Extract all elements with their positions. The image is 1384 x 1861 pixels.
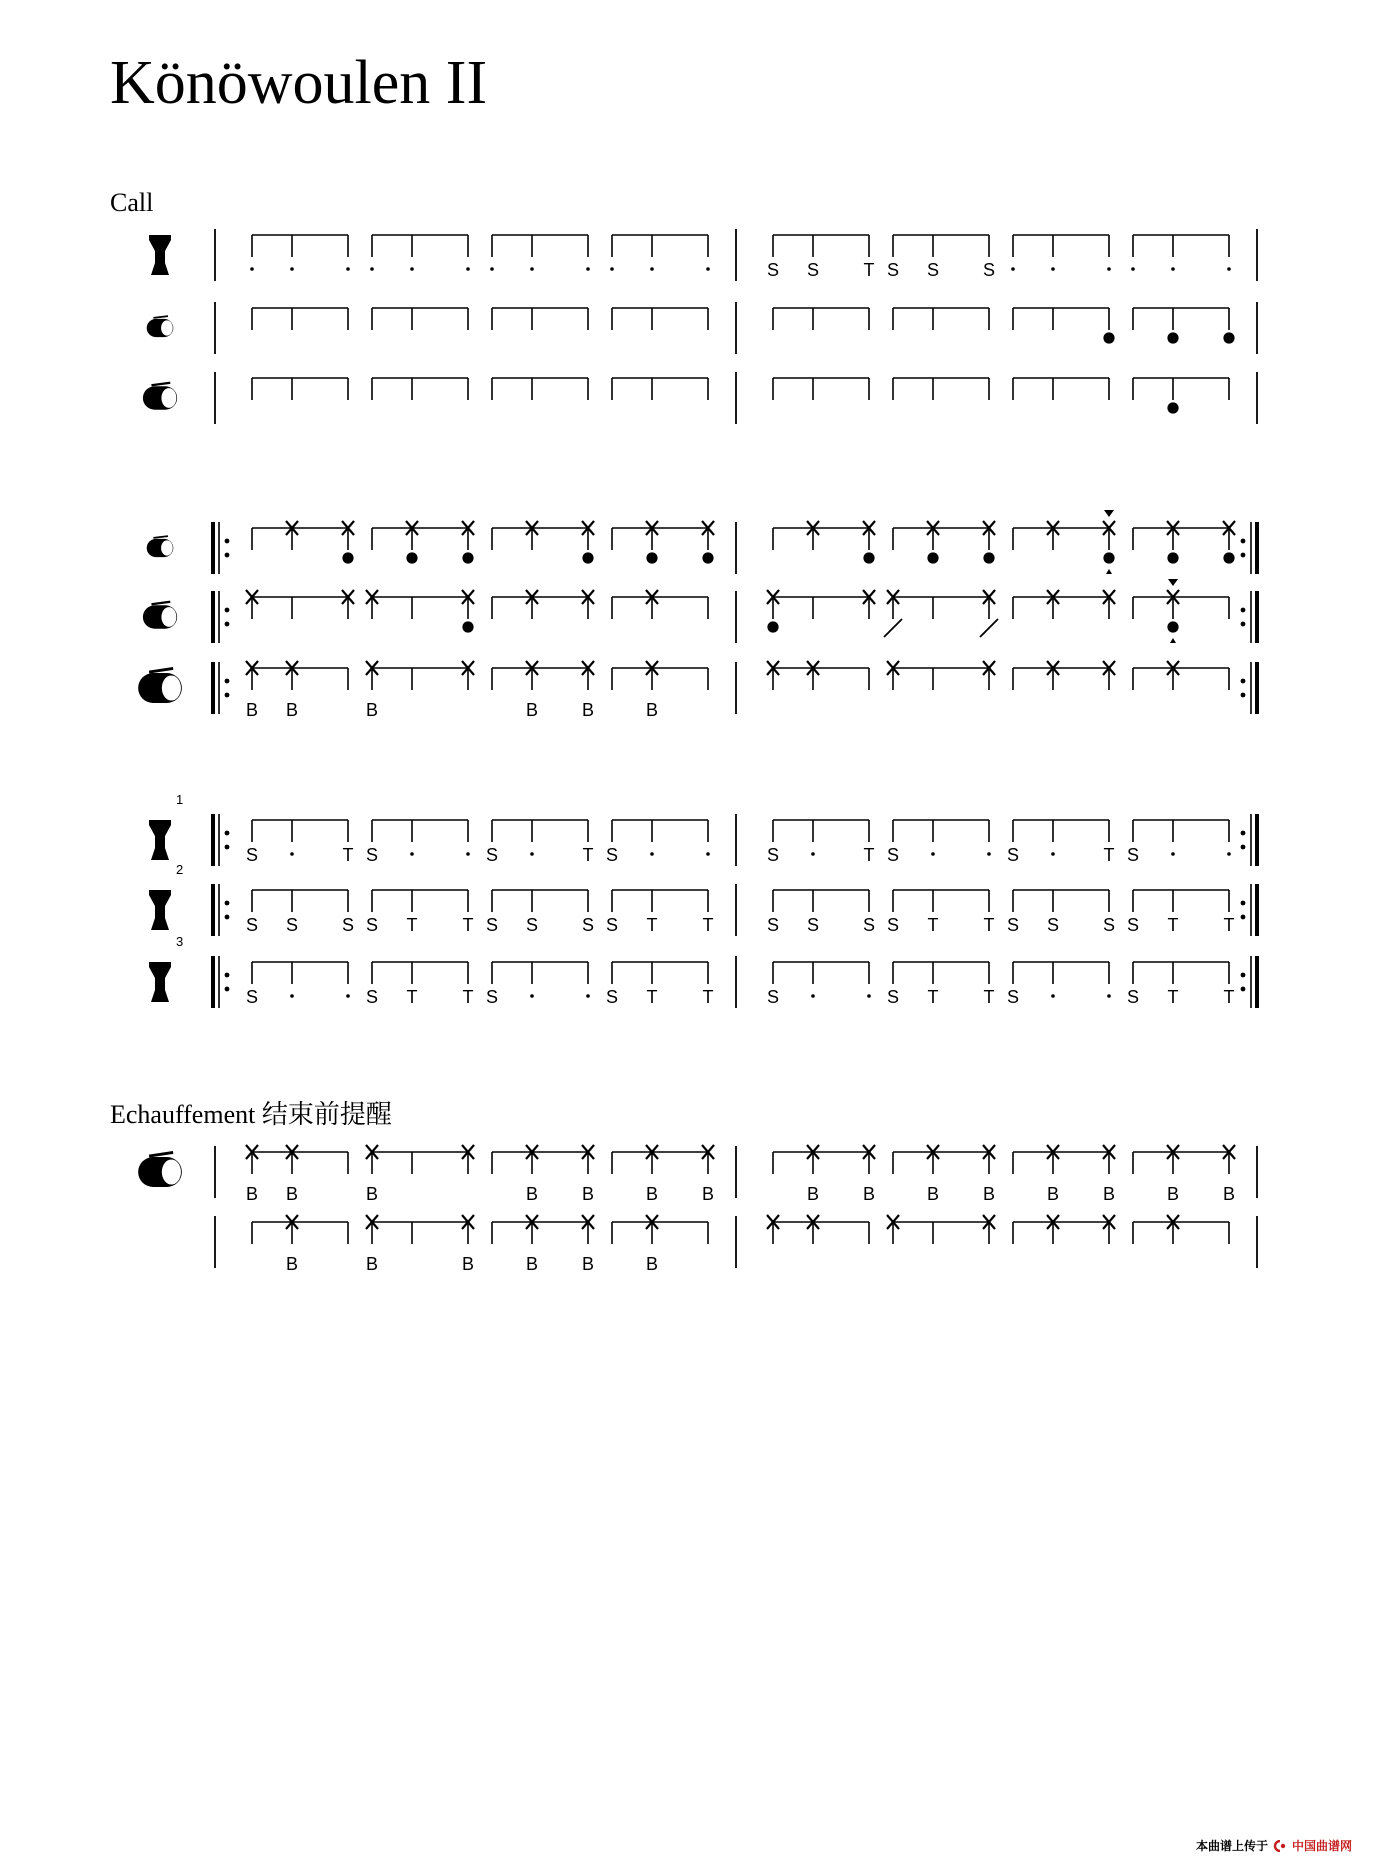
beat-group <box>773 597 869 619</box>
bass-letter: B <box>581 1254 595 1274</box>
stroke-letter: S <box>886 915 900 935</box>
repeat-dot <box>225 915 230 920</box>
bass-letter: B <box>285 700 299 720</box>
beat-group <box>372 308 468 330</box>
repeat-dot <box>225 608 230 613</box>
beat-group <box>1133 235 1229 257</box>
beat-group <box>492 308 588 330</box>
stroke-letter: S <box>1126 915 1140 935</box>
beat-group <box>372 820 468 842</box>
beat-group <box>252 597 348 619</box>
beat-group <box>492 890 588 912</box>
beat-group <box>252 668 348 690</box>
stroke-letter: T <box>863 260 875 280</box>
dun-drum-icon <box>147 316 174 337</box>
rest-dot <box>410 852 414 856</box>
beat-group <box>1133 528 1229 550</box>
bass-letter: B <box>365 700 379 720</box>
page-title: Könöwoulen II <box>110 49 488 117</box>
beat-group <box>773 820 869 842</box>
stroke-letter: T <box>646 915 658 935</box>
rest-dot <box>1107 994 1111 998</box>
dun-drum-icon <box>143 383 177 410</box>
part-number: 2 <box>176 862 184 877</box>
open-note-dot <box>863 552 874 563</box>
beat-group <box>372 528 468 550</box>
beat-group <box>893 962 989 984</box>
repeat-dot <box>1241 539 1246 544</box>
repeat-dot <box>225 553 230 558</box>
bass-letter: B <box>982 1184 996 1204</box>
beat-group <box>372 1152 468 1174</box>
beat-group <box>612 308 708 330</box>
beat-group <box>612 820 708 842</box>
rest-dot <box>610 267 614 271</box>
bass-letter: B <box>1046 1184 1060 1204</box>
repeat-dot <box>225 973 230 978</box>
beat-group <box>773 528 869 550</box>
open-note-dot <box>1167 621 1178 632</box>
rest-dot <box>466 852 470 856</box>
beat-group <box>492 1222 588 1244</box>
accent-marker-bottom <box>1106 569 1112 574</box>
bass-letter: B <box>461 1254 475 1274</box>
rest-dot <box>1227 267 1231 271</box>
beat-group <box>893 890 989 912</box>
beat-group <box>893 528 989 550</box>
beat-group <box>1013 378 1109 400</box>
open-note-dot <box>342 552 353 563</box>
repeat-dot <box>225 693 230 698</box>
stroke-letter: S <box>1126 987 1140 1007</box>
stroke-letter: T <box>983 987 995 1007</box>
beat-group <box>1133 597 1229 619</box>
footer-uploaded-text: 本曲谱上传于 <box>1196 1839 1269 1853</box>
rest-dot <box>811 994 815 998</box>
bass-letter: B <box>525 700 539 720</box>
beat-group <box>612 1152 708 1174</box>
bass-letter: B <box>245 1184 259 1204</box>
stroke-letter: T <box>927 987 939 1007</box>
stroke-letter: S <box>485 845 499 865</box>
repeat-dot <box>225 987 230 992</box>
rest-dot <box>650 267 654 271</box>
stroke-letter: S <box>1006 845 1020 865</box>
bass-letter: B <box>645 1254 659 1274</box>
section-label-echauffement: Echauffement 结束前提醒 <box>110 1100 392 1129</box>
rest-dot <box>290 994 294 998</box>
repeat-dot <box>225 845 230 850</box>
bass-letter: B <box>862 1184 876 1204</box>
bass-letter: B <box>806 1184 820 1204</box>
stroke-letter: S <box>485 987 499 1007</box>
open-note-dot <box>1167 332 1178 343</box>
repeat-dot <box>1241 553 1246 558</box>
repeat-dot <box>1241 831 1246 836</box>
beat-group <box>492 528 588 550</box>
open-note-dot <box>767 621 778 632</box>
stroke-letter: S <box>806 260 820 280</box>
stroke-letter: T <box>462 915 474 935</box>
stroke-letter: S <box>766 845 780 865</box>
beat-group <box>773 1222 869 1244</box>
beat-group <box>773 378 869 400</box>
stroke-letter: S <box>1046 915 1060 935</box>
beat-group <box>1133 890 1229 912</box>
beat-group <box>1133 962 1229 984</box>
beat-group <box>492 1152 588 1174</box>
stroke-letter: T <box>462 987 474 1007</box>
stroke-letter: S <box>605 845 619 865</box>
stroke-letter: S <box>766 987 780 1007</box>
bass-letter: B <box>245 700 259 720</box>
stroke-letter: S <box>605 915 619 935</box>
beat-group <box>1133 668 1229 690</box>
stroke-letter: S <box>525 915 539 935</box>
beat-group <box>1133 1222 1229 1244</box>
beat-group <box>612 597 708 619</box>
beat-group <box>612 962 708 984</box>
stroke-letter: S <box>806 915 820 935</box>
rest-dot <box>586 994 590 998</box>
repeat-dot <box>1241 679 1246 684</box>
beat-group <box>372 1222 468 1244</box>
site-logo-icon <box>1272 1840 1288 1852</box>
footer-site-name: 中国曲谱网 <box>1292 1839 1353 1853</box>
open-note-dot <box>406 552 417 563</box>
part-number: 1 <box>176 792 184 807</box>
beat-group <box>252 235 348 257</box>
beat-group <box>372 890 468 912</box>
beat-group <box>252 1152 348 1174</box>
rest-dot <box>466 267 470 271</box>
open-note-dot <box>582 552 593 563</box>
stroke-letter: S <box>886 260 900 280</box>
rest-dot <box>1051 852 1055 856</box>
beat-group <box>893 378 989 400</box>
beat-group <box>1013 1222 1109 1244</box>
rest-dot <box>290 267 294 271</box>
beat-group <box>492 597 588 619</box>
djembe-icon <box>149 890 171 930</box>
beat-group <box>773 962 869 984</box>
open-note-dot <box>646 552 657 563</box>
open-note-dot <box>462 552 473 563</box>
beat-group <box>893 668 989 690</box>
rest-dot <box>370 267 374 271</box>
repeat-dot <box>225 831 230 836</box>
beat-group <box>1133 378 1229 400</box>
beat-group <box>492 668 588 690</box>
dun-drum-icon <box>138 1152 182 1187</box>
repeat-dot <box>1241 973 1246 978</box>
stroke-letter: T <box>1167 987 1179 1007</box>
beat-group <box>372 668 468 690</box>
stroke-letter: T <box>406 987 418 1007</box>
rest-dot <box>586 267 590 271</box>
stroke-letter: T <box>646 987 658 1007</box>
rest-dot <box>1051 267 1055 271</box>
rest-dot <box>530 852 534 856</box>
rest-dot <box>250 267 254 271</box>
muted-slash <box>980 619 998 637</box>
stroke-letter: S <box>245 845 259 865</box>
stroke-letter: S <box>766 915 780 935</box>
stroke-letter: S <box>485 915 499 935</box>
djembe-icon <box>149 820 171 860</box>
rest-dot <box>346 267 350 271</box>
stroke-letter: S <box>581 915 595 935</box>
rest-dot <box>530 994 534 998</box>
rest-dot <box>490 267 494 271</box>
beat-group <box>1013 528 1109 550</box>
beat-group <box>773 235 869 257</box>
repeat-dot <box>1241 915 1246 920</box>
bass-letter: B <box>365 1184 379 1204</box>
bass-letter: B <box>1102 1184 1116 1204</box>
beat-group <box>252 820 348 842</box>
rest-dot <box>650 852 654 856</box>
bass-letter: B <box>581 700 595 720</box>
stroke-letter: T <box>1223 915 1235 935</box>
rest-dot <box>1107 267 1111 271</box>
stroke-letter: T <box>1167 915 1179 935</box>
accent-marker-top <box>1104 510 1114 517</box>
beat-group <box>1013 668 1109 690</box>
rest-dot <box>1131 267 1135 271</box>
stroke-letter: S <box>365 987 379 1007</box>
bass-letter: B <box>525 1254 539 1274</box>
bass-letter: B <box>1166 1184 1180 1204</box>
rest-dot <box>931 852 935 856</box>
rest-dot <box>1011 267 1015 271</box>
rest-dot <box>1171 267 1175 271</box>
beat-group <box>492 378 588 400</box>
repeat-dot <box>225 622 230 627</box>
bass-letter: B <box>645 1184 659 1204</box>
repeat-dot <box>225 539 230 544</box>
stroke-letter: S <box>862 915 876 935</box>
open-note-dot <box>1103 552 1114 563</box>
muted-slash <box>884 619 902 637</box>
stroke-letter: S <box>341 915 355 935</box>
beat-group <box>893 1222 989 1244</box>
open-note-dot <box>1223 332 1234 343</box>
stroke-letter: S <box>245 987 259 1007</box>
stroke-letter: S <box>365 845 379 865</box>
repeat-dot <box>1241 845 1246 850</box>
rest-dot <box>811 852 815 856</box>
open-note-dot <box>1167 552 1178 563</box>
stroke-letter: S <box>605 987 619 1007</box>
beat-group <box>372 378 468 400</box>
dun-drum-icon <box>143 602 177 629</box>
beat-group <box>773 1152 869 1174</box>
open-note-dot <box>927 552 938 563</box>
bass-letter: B <box>285 1254 299 1274</box>
rest-dot <box>346 994 350 998</box>
accent-marker-top <box>1168 579 1178 586</box>
rest-dot <box>410 267 414 271</box>
stroke-letter: T <box>342 845 354 865</box>
beat-group <box>612 378 708 400</box>
beat-group <box>492 962 588 984</box>
bass-letter: B <box>701 1184 715 1204</box>
beat-group <box>372 235 468 257</box>
stroke-letter: S <box>1006 915 1020 935</box>
beat-group <box>1013 820 1109 842</box>
open-note-dot <box>1223 552 1234 563</box>
stroke-letter: T <box>983 915 995 935</box>
stroke-letter: T <box>1103 845 1115 865</box>
beat-group <box>1133 308 1229 330</box>
beat-group <box>612 235 708 257</box>
djembe-icon <box>149 235 171 275</box>
beat-group <box>893 308 989 330</box>
stroke-letter: S <box>766 260 780 280</box>
repeat-dot <box>1241 901 1246 906</box>
rest-dot <box>290 852 294 856</box>
part-number: 3 <box>176 934 184 949</box>
repeat-dot <box>225 901 230 906</box>
beat-group <box>612 528 708 550</box>
beat-group <box>252 528 348 550</box>
open-note-dot <box>702 552 713 563</box>
rest-dot <box>867 994 871 998</box>
beat-group <box>1013 235 1109 257</box>
beat-group <box>893 235 989 257</box>
dun-drum-icon <box>138 668 182 703</box>
bass-letter: B <box>645 700 659 720</box>
open-note-dot <box>1103 332 1114 343</box>
djembe-icon <box>149 962 171 1002</box>
open-note-dot <box>983 552 994 563</box>
beat-group <box>252 378 348 400</box>
stroke-letter: S <box>1102 915 1116 935</box>
beat-group <box>252 962 348 984</box>
stroke-letter: T <box>702 987 714 1007</box>
repeat-dot <box>1241 693 1246 698</box>
stroke-letter: S <box>365 915 379 935</box>
beat-group <box>1013 597 1109 619</box>
beat-group <box>1013 308 1109 330</box>
stroke-letter: S <box>285 915 299 935</box>
stroke-letter: S <box>982 260 996 280</box>
rest-dot <box>1171 852 1175 856</box>
beat-group <box>612 668 708 690</box>
stroke-letter: T <box>1223 987 1235 1007</box>
beat-group <box>252 1222 348 1244</box>
beat-group <box>492 235 588 257</box>
open-note-dot <box>1167 402 1178 413</box>
beat-group <box>372 962 468 984</box>
beat-group <box>1013 890 1109 912</box>
repeat-dot <box>1241 608 1246 613</box>
beat-group <box>1013 1152 1109 1174</box>
open-note-dot <box>462 621 473 632</box>
stroke-letter: T <box>863 845 875 865</box>
beat-group <box>893 597 989 619</box>
bass-letter: B <box>365 1254 379 1274</box>
beat-group <box>773 308 869 330</box>
bass-letter: B <box>1222 1184 1236 1204</box>
repeat-dot <box>225 679 230 684</box>
beat-group <box>252 308 348 330</box>
stroke-letter: T <box>702 915 714 935</box>
beat-group <box>1133 820 1229 842</box>
stroke-letter: S <box>245 915 259 935</box>
repeat-dot <box>1241 987 1246 992</box>
rest-dot <box>706 852 710 856</box>
stroke-letter: S <box>1126 845 1140 865</box>
section-label-call: Call <box>110 188 154 217</box>
beat-group <box>612 890 708 912</box>
beat-group <box>492 820 588 842</box>
footer-credit <box>1196 1840 1352 1852</box>
beat-group <box>773 668 869 690</box>
stroke-letter: S <box>926 260 940 280</box>
rest-dot <box>1227 852 1231 856</box>
rest-dot <box>530 267 534 271</box>
rest-dot <box>1051 994 1055 998</box>
beat-group <box>612 1222 708 1244</box>
beat-group <box>893 820 989 842</box>
stroke-letter: S <box>886 845 900 865</box>
bass-letter: B <box>285 1184 299 1204</box>
stroke-letter: S <box>886 987 900 1007</box>
rest-dot <box>987 852 991 856</box>
bass-letter: B <box>525 1184 539 1204</box>
bass-letter: B <box>926 1184 940 1204</box>
stroke-letter: T <box>582 845 594 865</box>
stroke-letter: T <box>406 915 418 935</box>
beat-group <box>252 890 348 912</box>
rest-dot <box>706 267 710 271</box>
beat-group <box>893 1152 989 1174</box>
bass-letter: B <box>581 1184 595 1204</box>
dun-drum-icon <box>147 536 174 557</box>
stroke-letter: T <box>927 915 939 935</box>
beat-group <box>372 597 468 619</box>
stroke-letter: S <box>1006 987 1020 1007</box>
accent-marker-bottom <box>1170 638 1176 643</box>
beat-group <box>1013 962 1109 984</box>
beat-group <box>1133 1152 1229 1174</box>
beat-group <box>773 890 869 912</box>
repeat-dot <box>1241 622 1246 627</box>
